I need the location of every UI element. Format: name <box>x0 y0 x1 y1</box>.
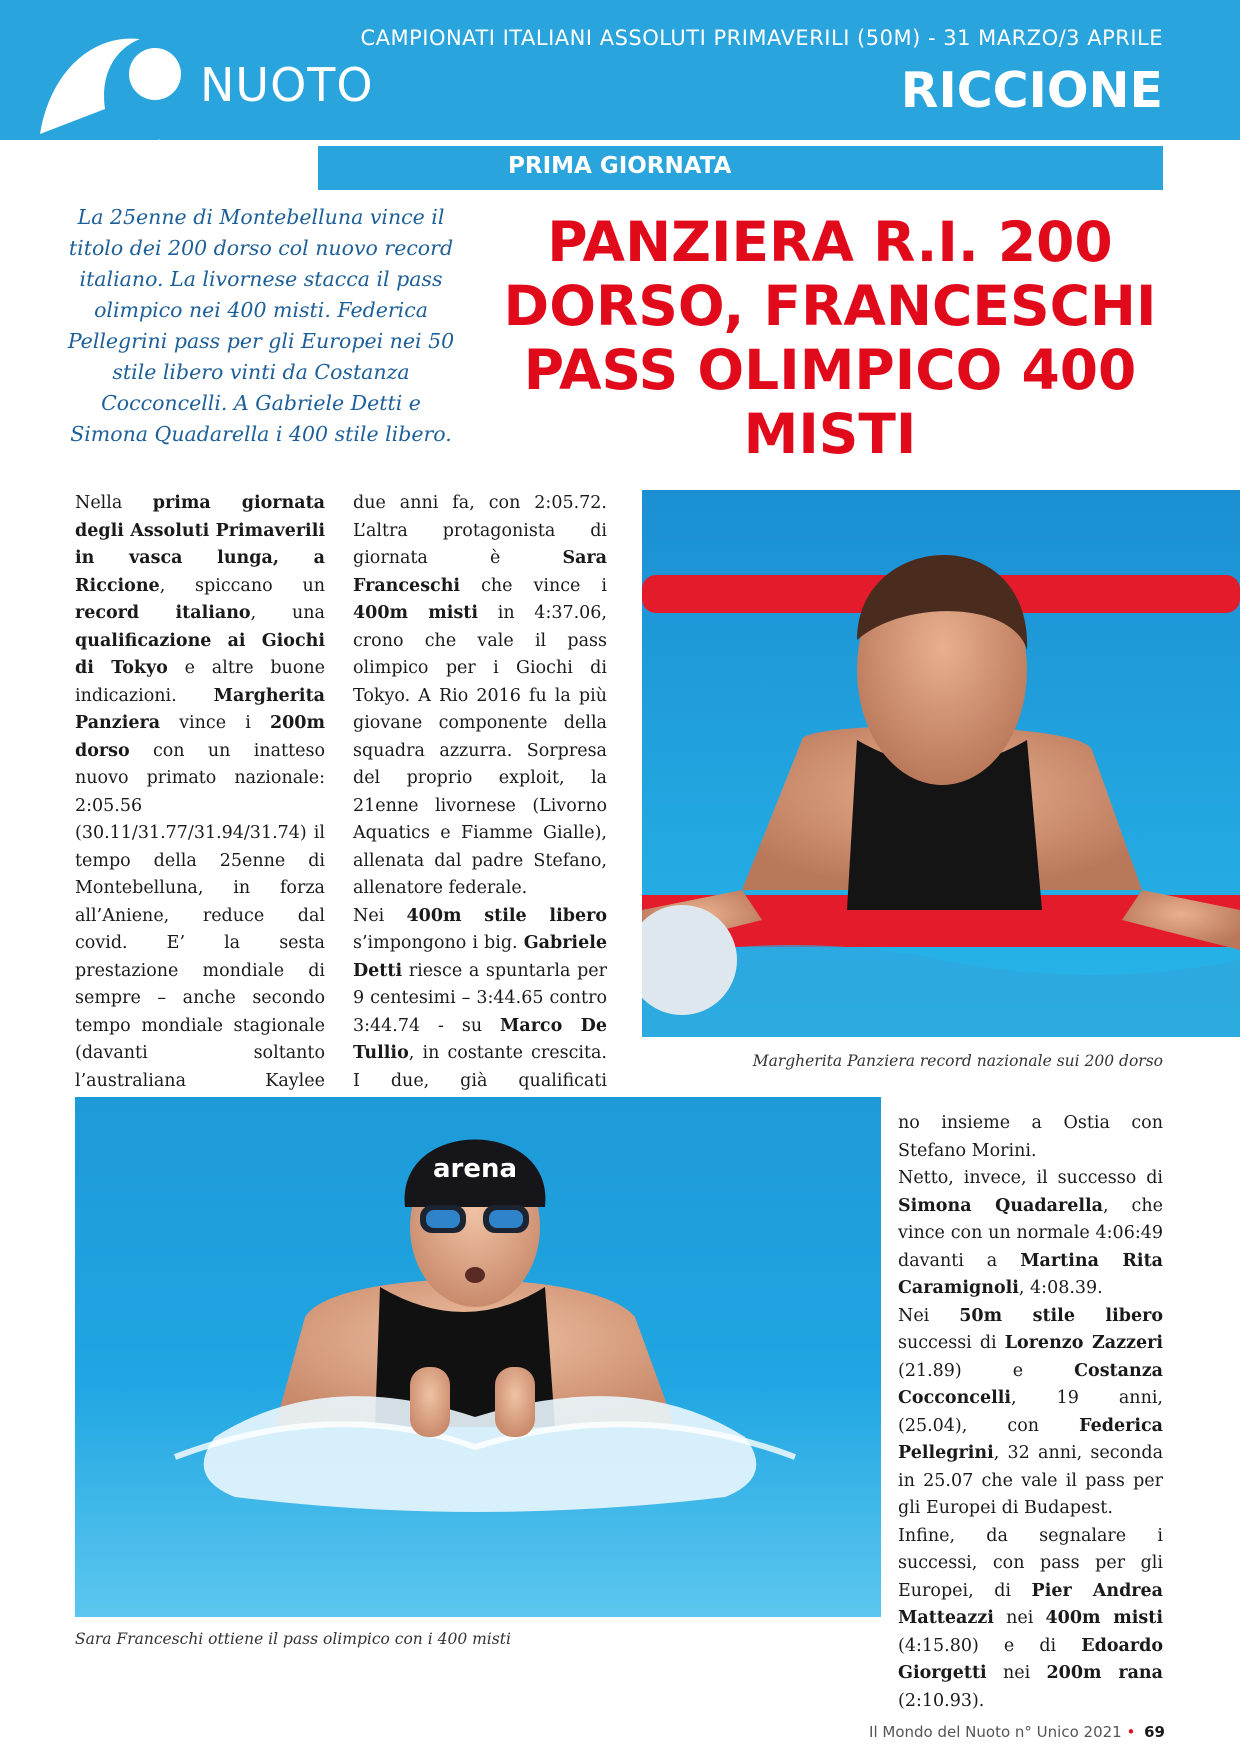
body-paragraph <box>898 1110 1163 1165</box>
body-text: , 19 anni, (25.04), con <box>898 1388 1163 1436</box>
bold-text: Lorenzo Zazzeri <box>1004 1333 1163 1353</box>
body-paragraph <box>353 490 607 903</box>
body-paragraph <box>898 1523 1163 1716</box>
bold-text: 200m rana <box>1046 1663 1163 1683</box>
page-footer <box>869 1723 1165 1741</box>
bold-text: prima giornata degli Assoluti Primaverili in vasca lunga, a Riccione <box>75 493 325 596</box>
body-text: con un inatteso nuovo primato nazionale: 2:05.56 (30.11/31.77/31.94/31.74) il tempo della 25enne di Montebelluna, in forza all’Aniene, reduce dal covid. E’ la sesta prestazione mondiale di sempre – anche secondo tempo mondiale stagionale (davanti soltanto l’australiana Kaylee <box>75 740 325 1091</box>
body-text: successi di <box>898 1333 1005 1353</box>
bold-text: Pier Andrea Matteazzi <box>898 1580 1164 1628</box>
bold-text: 400m misti <box>353 603 479 623</box>
body-paragraph <box>898 1165 1163 1303</box>
bold-text: 200m dorso <box>75 713 325 761</box>
body-text: s’impongono i big. <box>353 933 524 953</box>
bold-text: Simona Quadarella <box>898 1195 1103 1216</box>
event-location: RICCIONE <box>900 62 1163 119</box>
bold-text: Costanza Cocconcelli <box>898 1360 1163 1408</box>
page-number: 69 <box>1144 1723 1165 1741</box>
photo-franceschi <box>75 1097 881 1617</box>
body-text: Nei <box>353 905 407 926</box>
bold-text: qualificazione ai Giochi di Tokyo <box>75 630 325 678</box>
body-text: che vince i <box>460 575 607 596</box>
bold-text: Gabriele Detti <box>353 933 607 981</box>
footer-dot: • <box>1126 1723 1136 1741</box>
body-text: , una <box>250 603 325 623</box>
body-paragraph <box>898 1303 1163 1523</box>
body-text: , spiccano un <box>159 575 325 596</box>
bold-text: record italiano <box>75 603 251 623</box>
body-text: , che vince con un normale 4:06:49 davanti a <box>898 1195 1163 1271</box>
bold-text: 50m stile libero <box>959 1305 1163 1326</box>
headline: PANZIERA R.I. 200 DORSO, FRANCESCHI PASS OLIMPICO 400 MISTI <box>503 210 1157 466</box>
event-title: CAMPIONATI ITALIANI ASSOLUTI PRIMAVERILI (50M) - 31 MARZO/3 APRILE <box>360 26 1163 50</box>
body-text: riesce a spuntarla per 9 centesimi – 3:44.65 contro 3:44.74 - su <box>353 960 607 1036</box>
bold-text: Martina Rita Caramignoli <box>898 1250 1163 1298</box>
body-text: (2:10.93). <box>898 1690 985 1711</box>
body-column-2 <box>353 490 607 1123</box>
bold-text: 400m stile libero <box>406 905 607 926</box>
cap-logo-text: arena <box>432 1154 518 1184</box>
body-paragraph <box>353 903 607 1123</box>
body-text: Infine, da segnalare i successi, con pass per gli Europei, di <box>898 1525 1163 1601</box>
body-text: due anni fa, con 2:05.72. L’altra protagonista di giornata è <box>353 493 607 568</box>
magazine-name: Il Mondo del Nuoto n° Unico 2021 <box>869 1723 1122 1741</box>
body-text: (21.89) e <box>898 1360 1075 1381</box>
section-title: NUOTO <box>200 58 374 112</box>
body-text: no insieme a Ostia con Stefano Morini. <box>898 1113 1163 1161</box>
bold-text: Edoardo Giorgetti <box>898 1635 1163 1683</box>
bold-text: Sara Franceschi <box>353 548 607 596</box>
day-band <box>318 146 1163 190</box>
swimmer-logo-icon <box>20 14 220 184</box>
photo-panziera <box>642 490 1240 1037</box>
body-text: vince i <box>160 713 270 733</box>
day-label: PRIMA GIORNATA <box>508 153 732 179</box>
bold-text: Margherita Panziera <box>75 685 325 733</box>
body-text: Netto, invece, il successo di <box>898 1168 1163 1188</box>
photo-caption: Margherita Panziera record nazionale sui 200 dorso <box>752 1052 1163 1070</box>
body-text: in 4:37.06, crono che vale il pass olimpico per i Giochi di Tokyo. A Rio 2016 fu la più giovane componente della squadra azzurra. Sorpresa del proprio exploit, la 21enne livornese (Livorno Aquatics e Fiamme Gialle), allenata dal padre Stefano, allenatore federale. <box>353 603 607 898</box>
bold-text: Federica Pellegrini <box>898 1415 1163 1463</box>
standfirst: La 25enne di Montebelluna vince il titolo dei 200 dorso col nuovo record italiano. La livornese stacca il pass olimpico nei 400 misti. Federica Pellegrini pass per gli Europei nei 50 stile libero vinti da Costanza Cocconcelli. A Gabriele Detti e Simona Quadarella i 400 stile libero. <box>67 205 455 446</box>
body-column-3 <box>898 1110 1163 1715</box>
body-text: nei <box>986 1663 1047 1683</box>
body-text: e altre buone indicazioni. <box>75 658 325 706</box>
body-text: Nella <box>75 493 153 513</box>
body-text: , in costante crescita. I due, già qualificati <box>353 1043 607 1091</box>
body-text: nei <box>993 1608 1046 1628</box>
body-text: Nei <box>898 1305 960 1326</box>
bold-text: Marco De Tullio <box>353 1015 607 1063</box>
body-text: (4:15.80) e di <box>898 1635 1082 1656</box>
body-text: , 4:08.39. <box>1018 1278 1103 1298</box>
photo-caption: Sara Franceschi ottiene il pass olimpico con i 400 misti <box>75 1630 511 1648</box>
body-text: , 32 anni, seconda in 25.07 che vale il pass per gli Europei di Budapest. <box>898 1443 1163 1518</box>
bold-text: 400m misti <box>1045 1608 1163 1628</box>
